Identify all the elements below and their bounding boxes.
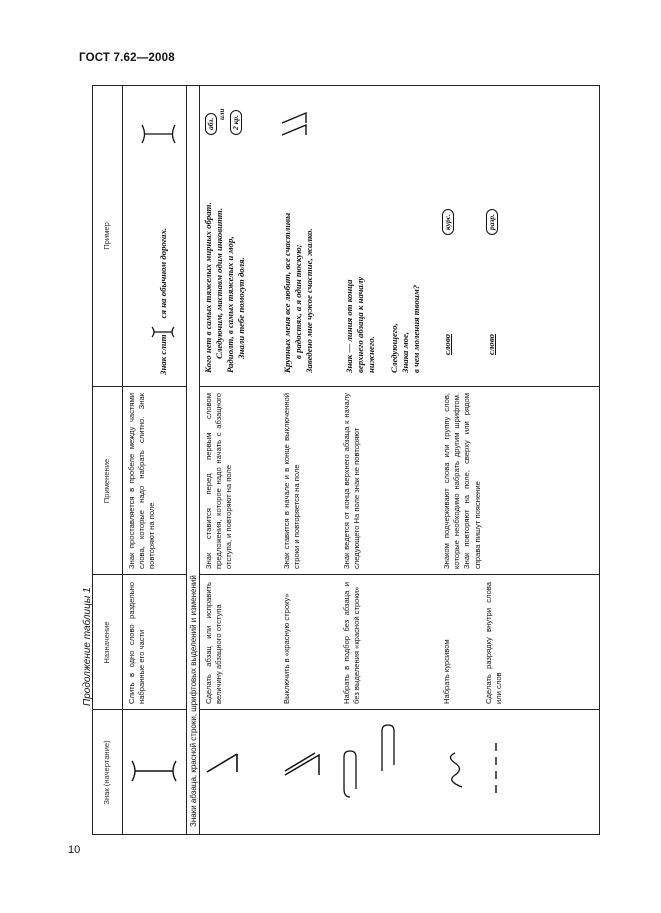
paragraph-purpose: Сделать абзац или исправить величину абзацного отступа: [204, 582, 224, 704]
page-header: ГОСТ 7.62—2008: [79, 52, 175, 64]
red-line-sign-icon: [282, 751, 322, 777]
razr-pill: разр.: [486, 209, 498, 235]
abz-pill: абз.: [205, 113, 217, 135]
header-divider: [122, 85, 123, 835]
spacing-purpose: Сделать разрядку внутри слова или слов: [484, 582, 504, 704]
kr-pill: 2 кр.: [230, 110, 242, 135]
col-divider: [199, 386, 600, 387]
col-divider: [199, 574, 600, 575]
col-header-purpose: Назначение: [102, 621, 111, 664]
join-mark-icon: [150, 326, 176, 338]
red-line-example-line: в радостях, а я один тоскую;: [293, 244, 303, 359]
spacing-example-word: слово: [486, 333, 496, 355]
join-margin-icon: [138, 123, 178, 145]
section-label: Знаки абзаца, красной строки, шрифтовых выделений и изменений: [189, 575, 198, 827]
join-purpose: Слить в одно слово раздельно набранные его части: [127, 582, 147, 704]
paragraph-example-line: Радиолт, в самых тяжелых и мор,: [225, 236, 235, 373]
run-in-purpose: Набрать в подбор без абзаца и без выделения «красной строки»: [342, 582, 362, 704]
section-divider: [199, 85, 200, 835]
col-header-example: Пример: [102, 222, 111, 250]
dash-sign-icon: [492, 735, 500, 795]
red-line-example-line: Заведено мне чужое счастие, жалко.: [304, 228, 314, 373]
italic-purpose: Набрать курсивом: [442, 639, 451, 704]
run-in-usage: Знак ведется от конца верхнего абзаца к началу следующего На поле знак не повторяют: [342, 393, 362, 569]
red-line-usage: Знак ставится в начале и в конце выключенной строки и повторяется на поле: [282, 393, 302, 569]
run-in-example-line: верхнего абзаца к началу: [355, 276, 365, 373]
paragraph-example-line: Кого нет в самых тяжелых мирных обрат.: [203, 202, 213, 373]
run-in-example-line: нижнего.: [366, 336, 376, 373]
red-line-example-line: Крупных меня все любит, все счастливы: [282, 212, 292, 373]
kurs-pill: курс.: [442, 209, 454, 235]
join-example-before: Знак слит: [158, 334, 168, 375]
paragraph-example-line: Следуючим, маставм одим инковитт.: [214, 207, 224, 359]
col-divider: [122, 386, 186, 387]
or-label: или: [218, 108, 226, 120]
red-line-margin-icon: [280, 111, 308, 137]
run-in-example-line: Следующего,: [389, 323, 399, 373]
run-in-example-line: Знак — линия от конца: [344, 279, 354, 373]
col-divider: [199, 709, 600, 710]
col-header-sign: Знак (начертание): [102, 740, 111, 805]
join-usage: Знак проставляется в пробеле между частями слова, которые надо набрать слитно. Знак повторяют на поле: [127, 393, 157, 569]
italic-example-word: слово: [442, 333, 452, 355]
join-example: [158, 228, 169, 375]
col-header-usage: Применение: [102, 458, 111, 504]
paragraph-sign-icon: [204, 751, 240, 775]
paragraph-usage: Знак ставится перед первым словом предложения, которое надо начать с абзацного отступа, и повторяют на поле: [204, 393, 234, 569]
page-number: 10: [68, 844, 81, 856]
continuation-label: Продолжение таблицы 1: [82, 587, 93, 706]
run-in-example-line: Знака мое,: [400, 331, 410, 373]
join-example-after: ся на обычном дорогах.: [158, 227, 168, 319]
wave-sign-icon: [442, 751, 468, 791]
rotated-table: [92, 85, 600, 835]
run-in-example-line: в чем моления твоим?: [411, 284, 421, 373]
col-divider: [122, 574, 186, 575]
paragraph-example-line: Знали тебе помогут доля.: [236, 257, 246, 359]
col-divider: [122, 709, 186, 710]
row-divider: [186, 85, 187, 835]
run-in-sign-icon: [342, 721, 402, 801]
italic-usage: Знаком подчеркивают слова или группу слов, которые необходимо набрать другим шрифтом. Знак повторяют на поле, сверху или рядом справа пишут пояснение: [442, 393, 482, 569]
join-sign-icon: [128, 759, 180, 783]
red-line-purpose: Выключить в «красную строку»: [282, 593, 291, 704]
